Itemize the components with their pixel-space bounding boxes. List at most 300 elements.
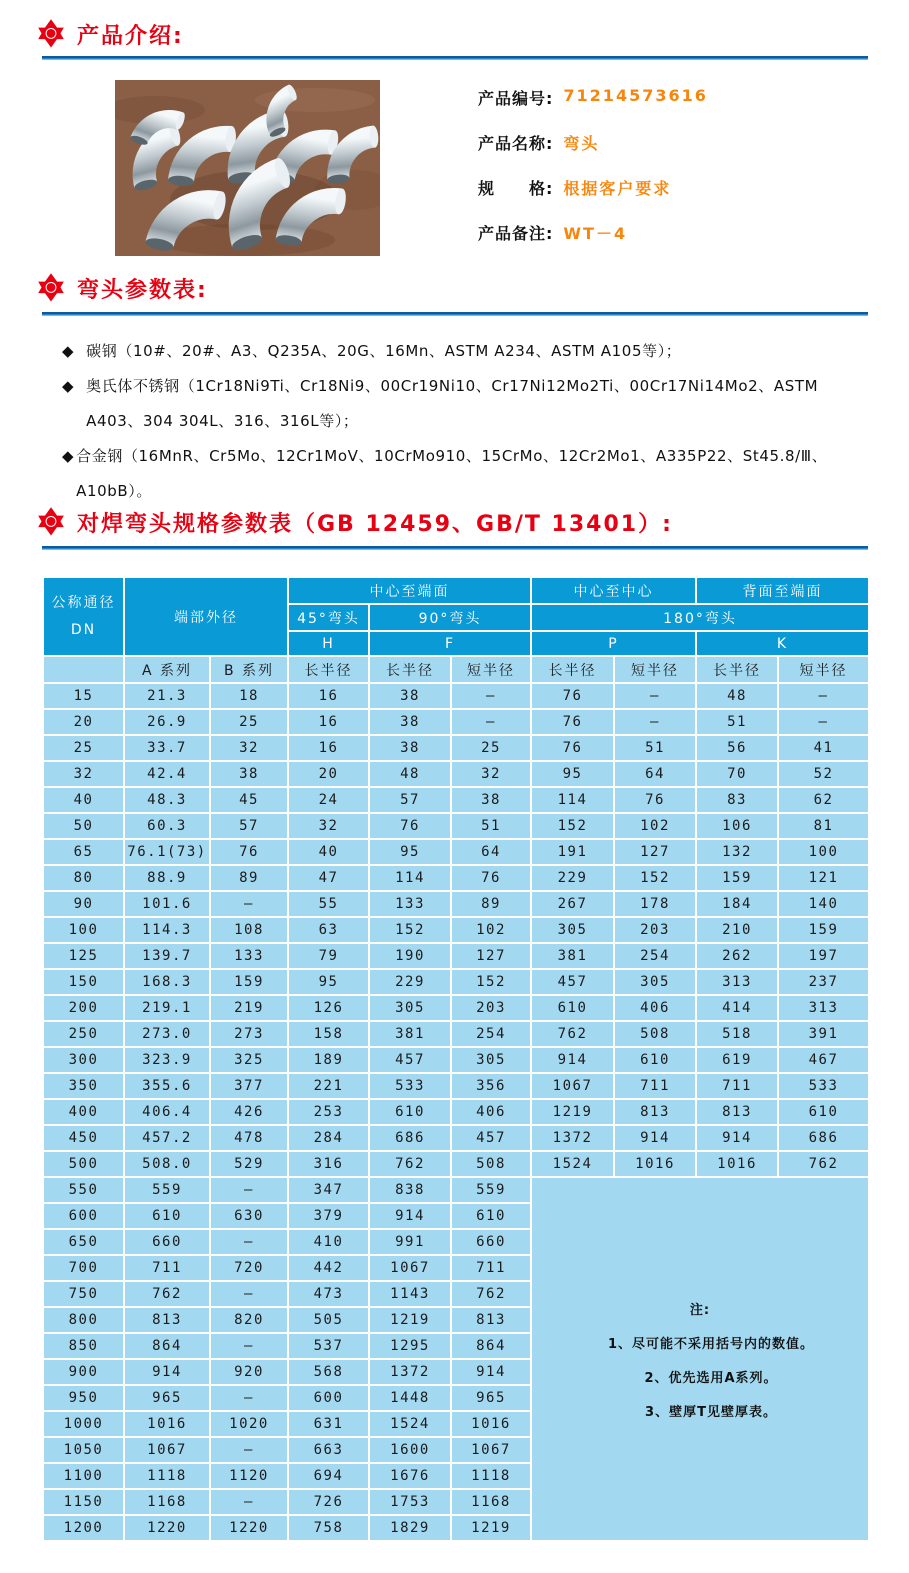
table-cell: 813 [451, 1307, 531, 1333]
table-cell: 63 [288, 917, 369, 943]
table-row [43, 735, 869, 761]
table-cell: 76 [531, 709, 614, 735]
table-cell: 1295 [369, 1333, 451, 1359]
field-label: 产品备注: [478, 224, 554, 243]
table-cell: 18 [210, 683, 288, 709]
table-cell: 630 [210, 1203, 288, 1229]
table-cell: 500 [43, 1151, 124, 1177]
table-cell: 305 [614, 969, 696, 995]
table-cell: 40 [43, 787, 124, 813]
table-cell: 178 [614, 891, 696, 917]
table-cell: 1829 [369, 1515, 451, 1541]
table-row [43, 917, 869, 943]
table-cell: 219.1 [124, 995, 210, 1021]
table-cell: 991 [369, 1229, 451, 1255]
table-cell: 1600 [369, 1437, 451, 1463]
table-cell: 758 [288, 1515, 369, 1541]
table-cell: 132 [696, 839, 778, 865]
table-cell: 478 [210, 1125, 288, 1151]
table-cell: 406 [614, 995, 696, 1021]
table-cell: 711 [124, 1255, 210, 1281]
table-cell: 325 [210, 1047, 288, 1073]
table-cell: 559 [124, 1177, 210, 1203]
table-cell: 686 [778, 1125, 869, 1151]
table-cell: 95 [288, 969, 369, 995]
table-cell: 1150 [43, 1489, 124, 1515]
table-cell: 508 [451, 1151, 531, 1177]
table-cell: 80 [43, 865, 124, 891]
table-cell: 1200 [43, 1515, 124, 1541]
table-cell: 900 [43, 1359, 124, 1385]
field-value: WT－4 [563, 224, 628, 243]
table-cell: 273 [210, 1021, 288, 1047]
table-cell: 914 [614, 1125, 696, 1151]
table-cell: 381 [369, 1021, 451, 1047]
field-label: 产品名称: [478, 134, 554, 153]
table-cell: 90 [43, 891, 124, 917]
table-cell: — [210, 1437, 288, 1463]
table-row [43, 709, 869, 735]
table-cell: 1524 [531, 1151, 614, 1177]
table-cell: 450 [43, 1125, 124, 1151]
table-cell: 663 [288, 1437, 369, 1463]
table-cell: 550 [43, 1177, 124, 1203]
table-cell: 457 [451, 1125, 531, 1151]
table-cell: — [210, 1281, 288, 1307]
table-cell: 47 [288, 865, 369, 891]
table-header-row-groups [43, 577, 869, 604]
table-cell: 40 [288, 839, 369, 865]
table-row [43, 1177, 869, 1203]
intro-section-title: 产品介绍: [77, 23, 184, 49]
table-cell: 273.0 [124, 1021, 210, 1047]
table-cell: 152 [451, 969, 531, 995]
table-cell: 25 [43, 735, 124, 761]
table-cell: 1016 [614, 1151, 696, 1177]
note-line: 2、优先选用A系列。 [644, 1370, 778, 1386]
subheader-long-radius: 长半径 [288, 656, 369, 683]
note-line: 1、尽可能不采用括号内的数值。 [607, 1336, 815, 1352]
table-note-cell [531, 1177, 869, 1541]
params-divider [42, 312, 868, 316]
table-cell: 694 [288, 1463, 369, 1489]
table-cell: 762 [451, 1281, 531, 1307]
table-row [43, 813, 869, 839]
table-cell: 95 [531, 761, 614, 787]
table-cell: 920 [210, 1359, 288, 1385]
table-cell: 64 [614, 761, 696, 787]
table-cell: — [614, 709, 696, 735]
table-cell: 864 [451, 1333, 531, 1359]
table-cell: 820 [210, 1307, 288, 1333]
table-cell: 1219 [531, 1099, 614, 1125]
table-cell: 473 [288, 1281, 369, 1307]
table-cell: 76 [210, 839, 288, 865]
header-elbow-180: 180°弯头 [531, 604, 869, 631]
table-cell: 76 [451, 865, 531, 891]
table-cell: 813 [614, 1099, 696, 1125]
table-cell: 711 [614, 1073, 696, 1099]
table-cell: 51 [696, 709, 778, 735]
table-cell: 813 [124, 1307, 210, 1333]
table-cell: 267 [531, 891, 614, 917]
table-cell: — [451, 683, 531, 709]
table-cell: 467 [778, 1047, 869, 1073]
product-field-code [478, 86, 708, 131]
table-cell: 20 [288, 761, 369, 787]
table-cell: 210 [696, 917, 778, 943]
table-cell: 100 [778, 839, 869, 865]
table-cell: 81 [778, 813, 869, 839]
red-star-icon [36, 18, 66, 50]
table-cell: 1676 [369, 1463, 451, 1489]
diamond-bullet-icon: ◆ [62, 342, 75, 360]
note-title: 注: [689, 1302, 711, 1318]
table-cell: 41 [778, 735, 869, 761]
product-field-remark [478, 221, 708, 266]
table-cell: 313 [696, 969, 778, 995]
table-cell: 355.6 [124, 1073, 210, 1099]
table-cell: 537 [288, 1333, 369, 1359]
table-cell: 631 [288, 1411, 369, 1437]
table-cell: 108 [210, 917, 288, 943]
table-cell: 700 [43, 1255, 124, 1281]
params-section-header [36, 272, 208, 304]
table-cell: 1020 [210, 1411, 288, 1437]
table-cell: — [614, 683, 696, 709]
table-cell: 100 [43, 917, 124, 943]
table-cell: 347 [288, 1177, 369, 1203]
table-cell: 313 [778, 995, 869, 1021]
table-cell: 720 [210, 1255, 288, 1281]
table-cell: 152 [614, 865, 696, 891]
table-cell: 568 [288, 1359, 369, 1385]
table-cell: 1219 [451, 1515, 531, 1541]
table-cell: 200 [43, 995, 124, 1021]
header-center-to-end: 中心至端面 [288, 577, 531, 604]
table-cell: 253 [288, 1099, 369, 1125]
table-cell: 16 [288, 683, 369, 709]
table-cell: — [210, 1177, 288, 1203]
table-cell: 650 [43, 1229, 124, 1255]
table-cell: 16 [288, 709, 369, 735]
table-cell: 38 [369, 735, 451, 761]
subheader-long-radius: 长半径 [531, 656, 614, 683]
table-cell: 127 [451, 943, 531, 969]
product-fields [478, 86, 708, 266]
table-cell: 150 [43, 969, 124, 995]
table-cell: 1219 [369, 1307, 451, 1333]
material-text: 合金钢（16MnR、Cr5Mo、12Cr1MoV、10CrMo910、15CrMo、12Cr2Mo1、A335P22、St45.8/Ⅲ、A10bB）。 [76, 447, 828, 500]
table-cell: 168.3 [124, 969, 210, 995]
product-photo [115, 80, 380, 256]
table-cell: — [210, 1333, 288, 1359]
table-cell: 79 [288, 943, 369, 969]
table-cell: 350 [43, 1073, 124, 1099]
product-field-name [478, 131, 708, 176]
table-cell: 76 [614, 787, 696, 813]
table-cell: 32 [451, 761, 531, 787]
table-cell: 56 [696, 735, 778, 761]
table-cell: 1524 [369, 1411, 451, 1437]
subheader-empty [43, 656, 124, 683]
table-cell: 529 [210, 1151, 288, 1177]
table-cell: 254 [614, 943, 696, 969]
table-cell: 139.7 [124, 943, 210, 969]
table-cell: 300 [43, 1047, 124, 1073]
table-cell: 305 [531, 917, 614, 943]
intro-section-header [36, 18, 184, 50]
table-cell: 38 [210, 761, 288, 787]
spec-section-title: 对焊弯头规格参数表（GB 12459、GB/T 13401）: [77, 511, 673, 537]
table-cell: 965 [124, 1385, 210, 1411]
table-cell: 15 [43, 683, 124, 709]
table-cell: 356 [451, 1073, 531, 1099]
table-cell: 1220 [210, 1515, 288, 1541]
table-cell: 1067 [369, 1255, 451, 1281]
table-cell: 25 [451, 735, 531, 761]
table-cell: 1168 [451, 1489, 531, 1515]
table-subheader-row [43, 656, 869, 683]
product-field-spec [478, 176, 708, 221]
table-cell: 38 [451, 787, 531, 813]
table-cell: — [778, 709, 869, 735]
table-cell: 159 [778, 917, 869, 943]
table-cell: 221 [288, 1073, 369, 1099]
table-cell: 16 [288, 735, 369, 761]
table-cell: 189 [288, 1047, 369, 1073]
table-cell: 1016 [124, 1411, 210, 1437]
table-cell: 965 [451, 1385, 531, 1411]
table-cell: 184 [696, 891, 778, 917]
table-cell: 914 [369, 1203, 451, 1229]
spec-table-body [43, 683, 869, 1541]
table-cell: 1118 [124, 1463, 210, 1489]
field-label: 规 格: [478, 179, 554, 198]
table-cell: 1372 [369, 1359, 451, 1385]
table-cell: 32 [288, 813, 369, 839]
table-cell: 60.3 [124, 813, 210, 839]
table-cell: 1100 [43, 1463, 124, 1489]
table-cell: 89 [451, 891, 531, 917]
intro-divider [42, 56, 868, 60]
table-cell: 48 [369, 761, 451, 787]
table-cell: 38 [369, 709, 451, 735]
header-elbow-45: 45°弯头 [288, 604, 369, 631]
table-cell: 89 [210, 865, 288, 891]
table-row [43, 761, 869, 787]
table-cell: 229 [369, 969, 451, 995]
table-cell: 133 [369, 891, 451, 917]
table-cell: 114.3 [124, 917, 210, 943]
table-cell: 726 [288, 1489, 369, 1515]
spec-table [42, 576, 870, 1542]
table-cell: — [210, 1385, 288, 1411]
table-cell: 88.9 [124, 865, 210, 891]
table-cell: 914 [696, 1125, 778, 1151]
header-dn [43, 577, 124, 656]
table-cell: 406.4 [124, 1099, 210, 1125]
table-cell: 762 [778, 1151, 869, 1177]
note-line: 3、壁厚T见壁厚表。 [645, 1404, 777, 1420]
table-cell: 83 [696, 787, 778, 813]
table-cell: 64 [451, 839, 531, 865]
table-cell: 610 [124, 1203, 210, 1229]
table-cell: 33.7 [124, 735, 210, 761]
table-cell: 838 [369, 1177, 451, 1203]
table-cell: 24 [288, 787, 369, 813]
material-item-carbon-steel [62, 334, 862, 369]
table-cell: 600 [288, 1385, 369, 1411]
table-cell: 850 [43, 1333, 124, 1359]
header-back-to-end: 背面至端面 [696, 577, 869, 604]
table-cell: 1000 [43, 1411, 124, 1437]
table-cell: 600 [43, 1203, 124, 1229]
table-cell: 152 [531, 813, 614, 839]
table-cell: 159 [210, 969, 288, 995]
table-row [43, 1047, 869, 1073]
table-cell: 305 [369, 995, 451, 1021]
table-cell: 254 [451, 1021, 531, 1047]
table-cell: 505 [288, 1307, 369, 1333]
table-cell: 610 [451, 1203, 531, 1229]
field-value: 71214573616 [563, 86, 708, 105]
table-cell: 762 [124, 1281, 210, 1307]
table-cell: 121 [778, 865, 869, 891]
table-cell: 391 [778, 1021, 869, 1047]
table-cell: 406 [451, 1099, 531, 1125]
table-cell: 32 [43, 761, 124, 787]
table-cell: 377 [210, 1073, 288, 1099]
diamond-bullet-icon: ◆ [62, 377, 75, 395]
table-cell: 711 [696, 1073, 778, 1099]
table-cell: 400 [43, 1099, 124, 1125]
table-cell: 25 [210, 709, 288, 735]
table-cell: 559 [451, 1177, 531, 1203]
table-cell: — [210, 1489, 288, 1515]
table-cell: 106 [696, 813, 778, 839]
subheader-series-b: B 系列 [210, 656, 288, 683]
table-cell: 686 [369, 1125, 451, 1151]
table-cell: 800 [43, 1307, 124, 1333]
table-cell: 26.9 [124, 709, 210, 735]
table-cell: 379 [288, 1203, 369, 1229]
table-cell: 762 [369, 1151, 451, 1177]
table-row [43, 1099, 869, 1125]
table-cell: 864 [124, 1333, 210, 1359]
table-cell: 610 [369, 1099, 451, 1125]
subheader-long-radius: 长半径 [369, 656, 451, 683]
table-cell: 1448 [369, 1385, 451, 1411]
table-cell: 76 [369, 813, 451, 839]
red-star-icon [36, 506, 66, 538]
table-cell: 284 [288, 1125, 369, 1151]
table-cell: 508.0 [124, 1151, 210, 1177]
table-cell: 442 [288, 1255, 369, 1281]
table-cell: 50 [43, 813, 124, 839]
table-cell: 518 [696, 1021, 778, 1047]
table-cell: 1050 [43, 1437, 124, 1463]
table-cell: 1067 [124, 1437, 210, 1463]
table-cell: 1372 [531, 1125, 614, 1151]
table-cell: 610 [614, 1047, 696, 1073]
table-cell: 750 [43, 1281, 124, 1307]
table-cell: — [451, 709, 531, 735]
table-cell: 57 [369, 787, 451, 813]
table-cell: 126 [288, 995, 369, 1021]
table-cell: 42.4 [124, 761, 210, 787]
table-cell: 125 [43, 943, 124, 969]
header-symbol-h: H [288, 631, 369, 656]
table-cell: 114 [531, 787, 614, 813]
materials-list [62, 334, 862, 509]
table-cell: 1168 [124, 1489, 210, 1515]
table-row [43, 1151, 869, 1177]
header-end-od: 端部外径 [124, 577, 288, 656]
table-row [43, 683, 869, 709]
table-cell: 76 [531, 735, 614, 761]
header-dn-line2: DN [70, 621, 97, 638]
table-cell: 48 [696, 683, 778, 709]
table-cell: 102 [614, 813, 696, 839]
table-cell: 158 [288, 1021, 369, 1047]
table-cell: 1143 [369, 1281, 451, 1307]
diamond-bullet-icon: ◆ [62, 447, 75, 465]
table-cell: 127 [614, 839, 696, 865]
header-symbol-p: P [531, 631, 696, 656]
table-cell: 533 [369, 1073, 451, 1099]
table-row [43, 1073, 869, 1099]
field-value: 弯头 [563, 134, 600, 153]
table-cell: 414 [696, 995, 778, 1021]
table-cell: 762 [531, 1021, 614, 1047]
table-cell: 1220 [124, 1515, 210, 1541]
table-row [43, 969, 869, 995]
table-cell: 381 [531, 943, 614, 969]
material-text: 碳钢（10#、20#、A3、Q235A、20G、16Mn、ASTM A234、ASTM A105等）； [86, 342, 682, 360]
table-cell: — [210, 891, 288, 917]
table-cell: 914 [531, 1047, 614, 1073]
table-cell: 203 [614, 917, 696, 943]
table-cell: 190 [369, 943, 451, 969]
table-cell: 203 [451, 995, 531, 1021]
table-cell: 237 [778, 969, 869, 995]
table-cell: 262 [696, 943, 778, 969]
material-item-alloy-steel [62, 439, 862, 509]
table-cell: 62 [778, 787, 869, 813]
table-cell: 48.3 [124, 787, 210, 813]
table-cell: 219 [210, 995, 288, 1021]
table-cell: 51 [451, 813, 531, 839]
header-center-to-center: 中心至中心 [531, 577, 696, 604]
table-cell: 950 [43, 1385, 124, 1411]
table-cell: 95 [369, 839, 451, 865]
material-text: 奥氏体不锈钢（1Cr18Ni9Ti、Cr18Ni9、00Cr19Ni10、Cr17Ni12Mo2Ti、00Cr17Ni14Mo2、ASTM A403、304 304L、316、316L等）； [86, 377, 819, 430]
table-cell: 660 [124, 1229, 210, 1255]
table-cell: 20 [43, 709, 124, 735]
red-star-icon [36, 272, 66, 304]
table-row [43, 943, 869, 969]
table-cell: 38 [369, 683, 451, 709]
subheader-long-radius: 长半径 [696, 656, 778, 683]
table-cell: 70 [696, 761, 778, 787]
table-cell: — [210, 1229, 288, 1255]
material-item-stainless-steel [62, 369, 862, 439]
table-cell: 1016 [451, 1411, 531, 1437]
table-cell: 57 [210, 813, 288, 839]
table-row [43, 995, 869, 1021]
params-section-title: 弯头参数表: [77, 277, 208, 303]
